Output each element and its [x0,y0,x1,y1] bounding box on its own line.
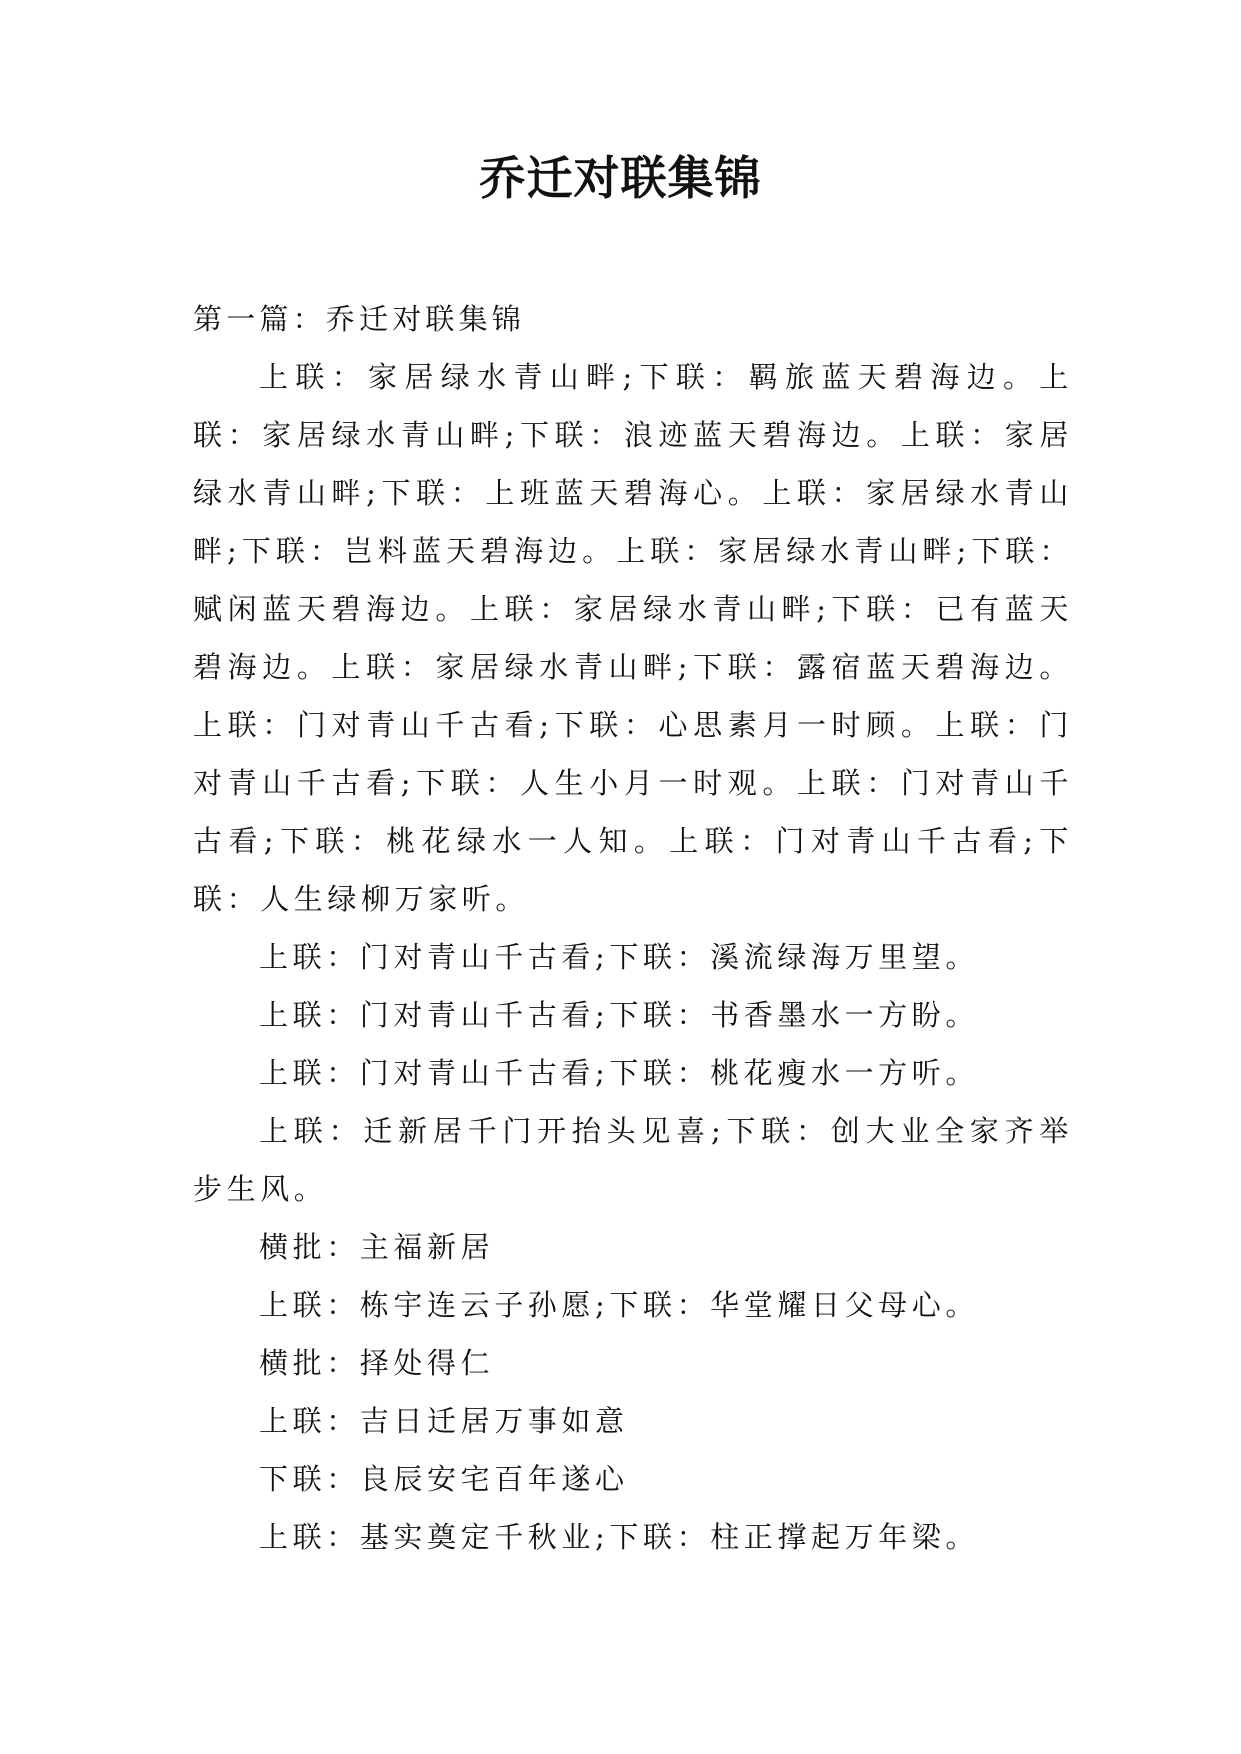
paragraph: 横批：择处得仁 [259,1346,495,1380]
paragraph: 下联：良辰安宅百年遂心 [259,1462,629,1496]
paragraph: 上联：家居绿水青山畔;下联：羁旅蓝天碧海边。上联：家居绿水青山畔;下联：浪迹蓝天碧海边。上联：家居绿水青山畔;下联：上班蓝天碧海心。上联：家居绿水青山畔;下联：岂料蓝天碧海边。上联：家居绿水青山畔;下联：赋闲蓝天碧海边。上联：家居绿水青山畔;下联：已有蓝天碧海边。上联：家居绿水青山畔;下联：露宿蓝天碧海边。上联：门对青山千古看;下联：心思素月一时顾。上联：门对青山千古看;下联：人生小月一时观。上联：门对青山千古看;下联：桃花绿水一人知。上联：门对青山千古看;下联：人生绿柳万家听。 [193,360,1073,916]
document-body [193,290,1073,1566]
paragraph: 上联：门对青山千古看;下联：溪流绿海万里望。 [259,940,979,974]
paragraph: 上联：门对青山千古看;下联：桃花瘦水一方听。 [259,1056,979,1090]
paragraph: 上联：吉日迁居万事如意 [259,1404,629,1438]
section-heading: 第一篇：乔迁对联集锦 [193,302,526,336]
paragraph: 横批：主福新居 [259,1230,495,1264]
paragraph: 上联：栋宇连云子孙愿;下联：华堂耀日父母心。 [259,1288,979,1322]
paragraph: 上联：门对青山千古看;下联：书香墨水一方盼。 [259,998,979,1032]
paragraph: 上联：基实奠定千秋业;下联：柱正撑起万年梁。 [259,1520,979,1554]
paragraph: 上联：迁新居千门开抬头见喜;下联：创大业全家齐举步生风。 [193,1114,1073,1206]
document-title: 乔迁对联集锦 [479,151,762,205]
